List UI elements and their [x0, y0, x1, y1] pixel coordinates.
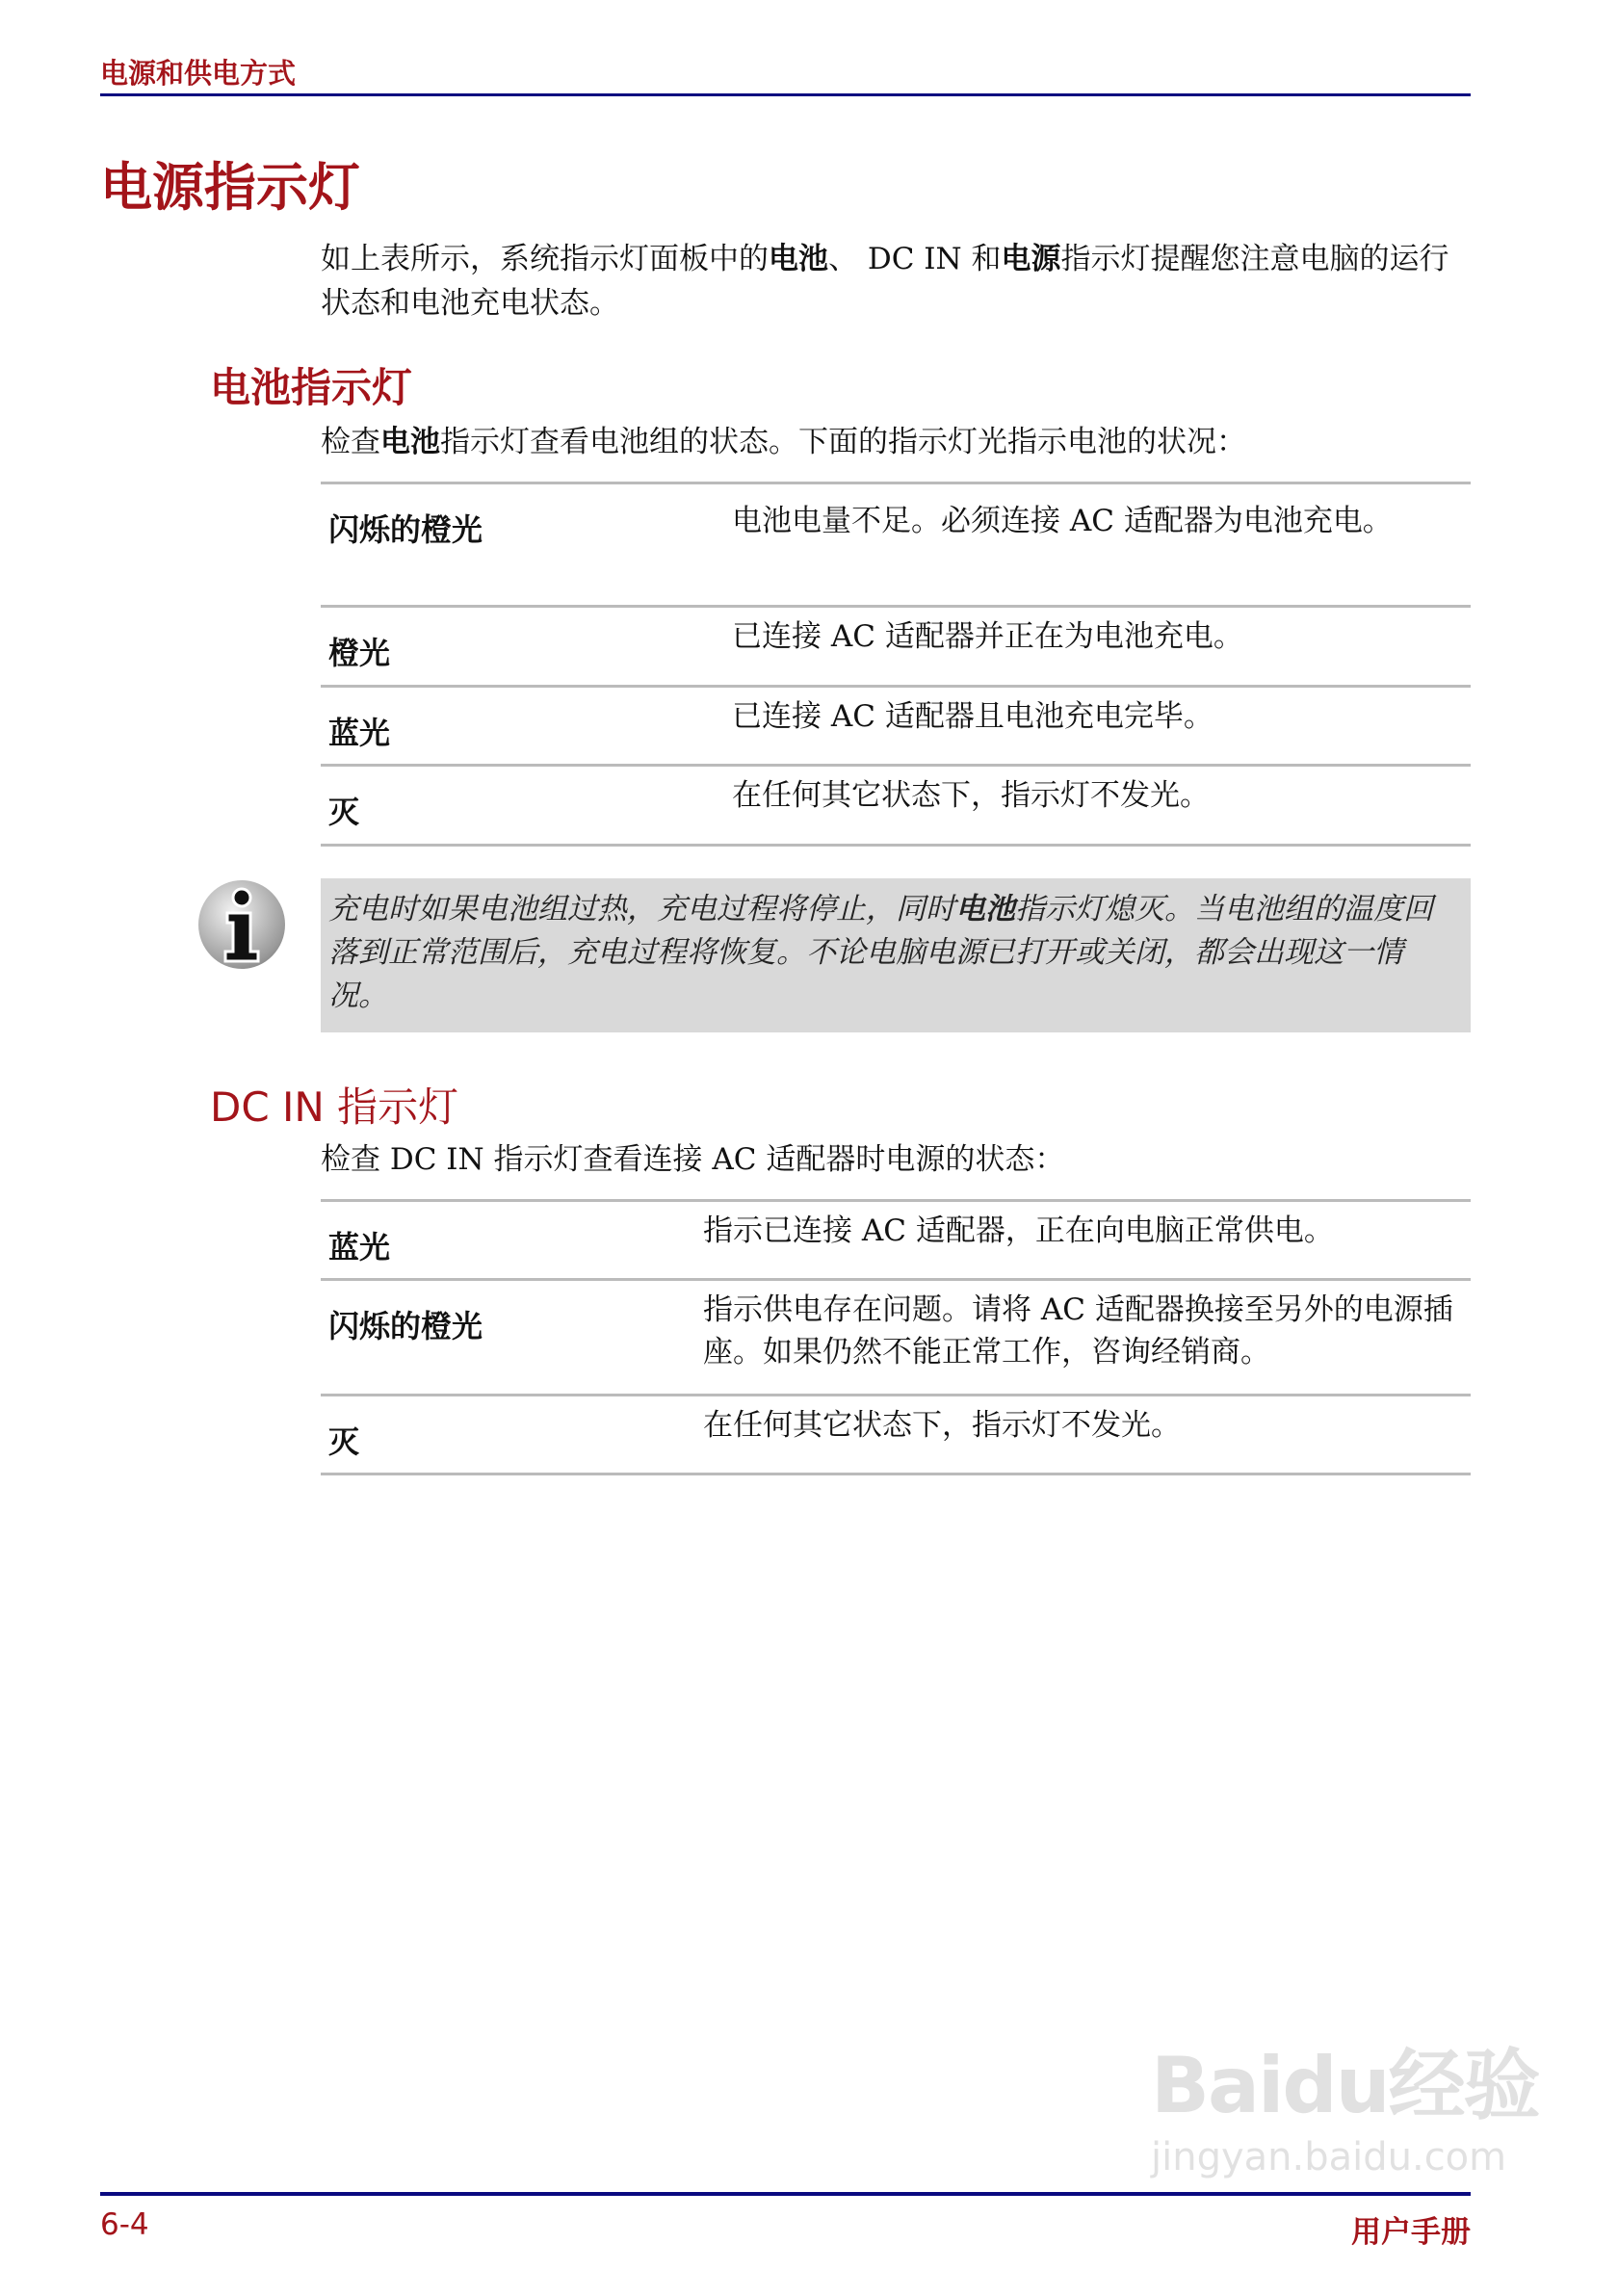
state-desc: 指示供电存在问题。请将 AC 适配器换接至另外的电源插座。如果仍然不能正常工作，咨询经销商。 [703, 1280, 1471, 1396]
manual-title: 用户手册 [1351, 2215, 1471, 2250]
state-desc: 已连接 AC 适配器并正在为电池充电。 [732, 607, 1471, 687]
intro-text: 指示灯提醒您注意电脑的运行状态和电池充电状态。 [321, 242, 1449, 321]
running-header: 电源和供电方式 [100, 57, 297, 90]
table-row [321, 483, 1471, 607]
state-desc: 指示已连接 AC 适配器，正在向电脑正常供电。 [703, 1201, 1471, 1280]
note-bold-battery: 电池 [955, 892, 1015, 926]
battery-intro [321, 420, 1471, 464]
page-title: 电源指示灯 [100, 157, 360, 218]
state-label: 闪烁的橙光 [321, 483, 732, 607]
state-label: 橙光 [321, 607, 732, 687]
state-desc: 电池电量不足。必须连接 AC 适配器为电池充电。 [732, 483, 1471, 607]
intro-bold-power: 电源 [1001, 242, 1061, 276]
state-label: 闪烁的橙光 [321, 1280, 703, 1396]
state-desc: 已连接 AC 适配器且电池充电完毕。 [732, 687, 1471, 766]
table-row [321, 1201, 1471, 1280]
table-row [321, 1280, 1471, 1396]
battery-heading: 电池指示灯 [210, 364, 413, 411]
battery-intro-text: 检查 [321, 425, 380, 459]
intro-paragraph [321, 237, 1471, 326]
note-text [321, 878, 1471, 1018]
table-row [321, 1396, 1471, 1474]
dcin-intro: 检查 DC IN 指示灯查看连接 AC 适配器时电源的状态： [321, 1142, 1065, 1177]
note-text-part: 指示灯熄灭。当电池组的温度回落到正常范围后，充电过程将恢复。不论电脑电源已打开或关闭，都会出现这一情况。 [328, 892, 1433, 1013]
battery-table [321, 482, 1471, 847]
dcin-table [321, 1199, 1471, 1475]
watermark-brand: Baidu经验 [1151, 2041, 1539, 2130]
note-box [321, 878, 1471, 1032]
info-icon [198, 880, 285, 969]
intro-text: 如上表所示，系统指示灯面板中的 [321, 242, 769, 276]
dcin-heading: DC IN 指示灯 [210, 1083, 459, 1131]
baidu-watermark-logo [1151, 2041, 1539, 2186]
table-row [321, 687, 1471, 766]
intro-bold-battery: 电池 [769, 242, 828, 276]
note-text-part: 充电时如果电池组过热，充电过程将停止，同时 [328, 892, 955, 926]
watermark-url: jingyan.baidu.com [1151, 2135, 1507, 2179]
table-row [321, 607, 1471, 687]
table-row [321, 766, 1471, 846]
page-number: 6-4 [100, 2207, 149, 2242]
state-label: 灭 [321, 1396, 703, 1474]
battery-intro-text: 指示灯查看电池组的状态。下面的指示灯光指示电池的状况： [440, 425, 1246, 459]
battery-intro-bold: 电池 [380, 425, 440, 459]
header-rule [100, 93, 1471, 96]
intro-text: 、 DC IN 和 [828, 242, 1002, 276]
state-label: 灭 [321, 766, 732, 846]
footer-rule [100, 2192, 1471, 2196]
state-desc: 在任何其它状态下，指示灯不发光。 [732, 766, 1471, 846]
state-desc: 在任何其它状态下，指示灯不发光。 [703, 1396, 1471, 1474]
state-label: 蓝光 [321, 1201, 703, 1280]
state-label: 蓝光 [321, 687, 732, 766]
